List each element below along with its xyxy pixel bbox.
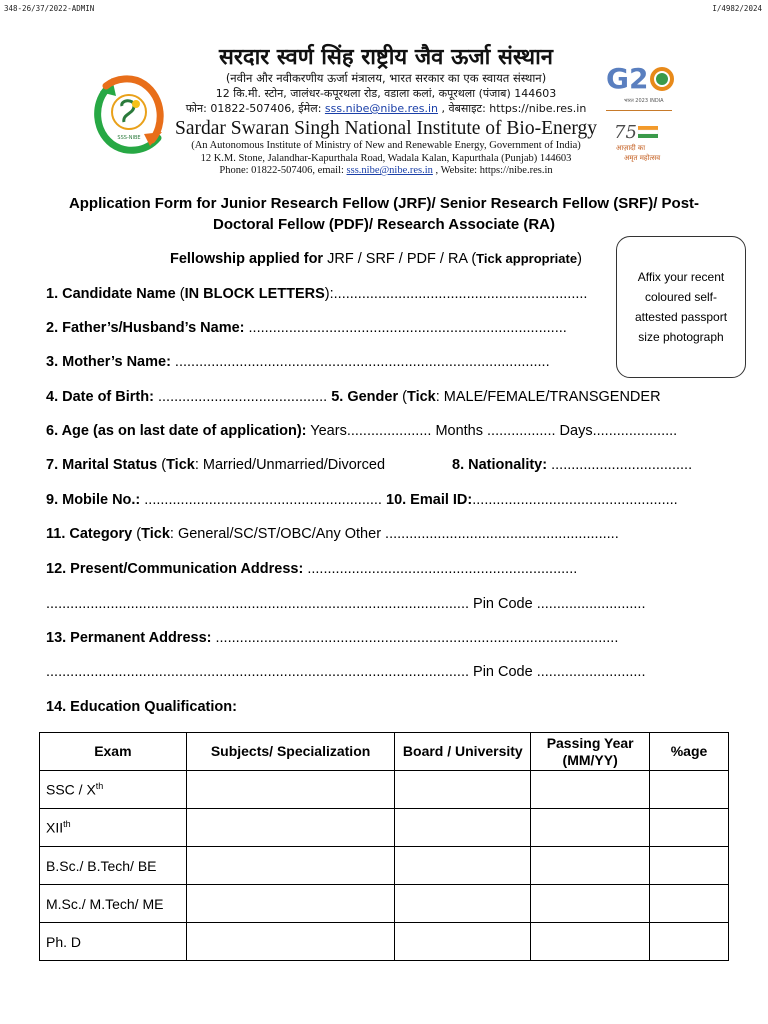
marital-nationality-row: 7. Marital Status (Tick: Married/Unmarried/Divorced xyxy=(46,457,386,473)
passing-year-cell[interactable] xyxy=(531,885,650,923)
hindi-address: 12 कि.मी. स्टोन, जालंधर-कपूरथला रोड, वडाला कलां, कपूरथला (पंजाब) 144603 xyxy=(215,87,557,100)
board-cell[interactable] xyxy=(395,885,531,923)
pin-code-label: Pin Code xyxy=(469,596,533,612)
candidate-name-field[interactable]: 1. Candidate Name (IN BLOCK LETTERS):............................................................... xyxy=(46,286,588,302)
percentage-cell[interactable] xyxy=(650,885,729,923)
category-row[interactable]: 11. Category (Tick: General/SC/ST/OBC/Any Other .......................................................... xyxy=(46,526,619,542)
fellowship-options[interactable]: JRF / SRF / PDF / RA ( xyxy=(323,251,477,267)
table-row xyxy=(40,885,729,923)
dob-label: 4. Date of Birth: xyxy=(46,389,154,405)
dob-field[interactable]: .......................................... xyxy=(153,389,328,405)
institute-header xyxy=(168,44,604,178)
column-header: Subjects/ Specialization xyxy=(186,733,395,771)
column-header: Exam xyxy=(40,733,187,771)
english-title: Sardar Swaran Singh National Institute of Bio-Energy xyxy=(174,118,598,139)
hindi-subtitle: (नवीन और नवीकरणीय ऊर्जा मंत्रालय, भारत सरकार का एक स्वायत संस्थान) xyxy=(225,71,547,85)
marital-status-label: 7. Marital Status xyxy=(46,457,158,473)
svg-text:G2: G2 xyxy=(606,62,649,95)
english-address: 12 K.M. Stone, Jalandhar-Kapurthala Road, Wadala Kalan, Kapurthala (Punjab) 144603 xyxy=(200,152,572,164)
age-row[interactable]: 6. Age (as on last date of application): Years..................... Months ................. Days..................... xyxy=(46,423,678,439)
board-cell[interactable] xyxy=(395,847,531,885)
exam-cell: Ph. D xyxy=(40,923,187,961)
passing-year-cell[interactable] xyxy=(531,923,650,961)
exam-cell: B.Sc./ B.Tech/ BE xyxy=(40,847,187,885)
email-label: 10. Email ID: xyxy=(386,492,473,508)
svg-text:भारत 2023 INDIA: भारत 2023 INDIA xyxy=(624,98,664,104)
passing-year-cell[interactable] xyxy=(531,847,650,885)
document-number: I/4982/2024 xyxy=(712,4,762,13)
subjects-cell[interactable] xyxy=(186,809,395,847)
english-email-link[interactable]: sss.nibe@nibe.res.in xyxy=(346,165,433,176)
table-header-row xyxy=(40,733,729,771)
table-row xyxy=(40,847,729,885)
percentage-cell[interactable] xyxy=(650,771,729,809)
education-table xyxy=(39,732,729,961)
percentage-cell[interactable] xyxy=(650,847,729,885)
gender-label: 5. Gender xyxy=(331,389,399,405)
english-subtitle: (An Autonomous Institute of Ministry of New and Renewable Energy, Government of India) xyxy=(191,140,581,151)
table-row xyxy=(40,771,729,809)
table-row xyxy=(40,809,729,847)
exam-cell: SSC / Xth xyxy=(40,771,187,809)
board-cell[interactable] xyxy=(395,923,531,961)
hindi-contact: फोन: 01822-507406, ईमेल: sss.nibe@nibe.res.in , वेबसाइट: https://nibe.res.in xyxy=(185,102,587,115)
institute-logo xyxy=(92,70,166,158)
svg-text:SSS-NIBE: SSS-NIBE xyxy=(117,135,141,141)
dob-gender-row: 4. Date of Birth: .......................................... 5. Gender (Tick: MALE/FEMALE/TRANSGENDER xyxy=(46,389,661,405)
exam-cell: XIIth xyxy=(40,809,187,847)
mobile-email-row xyxy=(46,490,678,510)
azadi-ka-amrit-mahotsav-logo xyxy=(612,118,674,164)
board-cell[interactable] xyxy=(395,771,531,809)
gender-options[interactable]: : MALE/FEMALE/TRANSGENDER xyxy=(435,389,661,405)
column-header: Board / University xyxy=(395,733,531,771)
hindi-email-link[interactable]: sss.nibe@nibe.res.in xyxy=(324,102,438,115)
subjects-cell[interactable] xyxy=(186,885,395,923)
education-qualification-heading: 14. Education Qualification: xyxy=(46,699,237,715)
nationality-field[interactable]: 8. Nationality: ................................... xyxy=(452,457,693,473)
subjects-cell[interactable] xyxy=(186,847,395,885)
mobile-label: 9. Mobile No.: xyxy=(46,492,141,508)
hindi-title: सरदार स्वर्ण सिंह राष्ट्रीय जैव ऊर्जा संस्थान xyxy=(219,44,553,70)
column-header: %age xyxy=(650,733,729,771)
percentage-cell[interactable] xyxy=(650,923,729,961)
passing-year-cell[interactable] xyxy=(531,809,650,847)
pin-code-label: Pin Code xyxy=(469,664,533,680)
g20-logo xyxy=(604,58,678,108)
present-address-line2[interactable]: ......................................................................................................... Pin Code ........................... xyxy=(46,596,646,612)
form-title: Application Form for Junior Research Fellow (JRF)/ Senior Research Fellow (SRF)/ Post- Doctoral Fellow (PDF)/ Research Associate (RA) xyxy=(68,195,700,233)
permanent-address-line2[interactable]: ......................................................................................................... Pin Code ........................... xyxy=(46,664,646,680)
fellowship-applied-for: Fellowship applied for JRF / SRF / PDF / RA (Tick appropriate) xyxy=(170,251,582,267)
exam-cell: M.Sc./ M.Tech/ ME xyxy=(40,885,187,923)
svg-text:अमृत महोत्सव: अमृत महोत्सव xyxy=(624,154,661,162)
mother-name-field[interactable]: 3. Mother’s Name: ............................................................................................. xyxy=(46,354,550,370)
subjects-cell[interactable] xyxy=(186,923,395,961)
svg-text:75: 75 xyxy=(614,122,637,143)
logo-divider xyxy=(606,110,672,111)
percentage-cell[interactable] xyxy=(650,809,729,847)
reference-number: 348-26/37/2022-ADMIN xyxy=(4,4,95,13)
present-address-field[interactable]: 12. Present/Communication Address: ................................................................... xyxy=(46,561,578,577)
permanent-address-field[interactable]: 13. Permanent Address: .................................................................................................... xyxy=(46,630,619,646)
marital-status-options[interactable]: : Married/Unmarried/Divorced xyxy=(194,457,386,473)
column-header: Passing Year (MM/YY) xyxy=(531,733,650,771)
email-field[interactable]: ................................................... xyxy=(472,492,678,508)
mobile-field[interactable]: ........................................................... xyxy=(140,492,382,508)
table-row xyxy=(40,923,729,961)
english-contact: Phone: 01822-507406, email: sss.nibe@nibe.res.in , Website: https://nibe.res.in xyxy=(219,165,553,176)
passing-year-cell[interactable] xyxy=(531,771,650,809)
subjects-cell[interactable] xyxy=(186,771,395,809)
photo-placeholder: Affix your recent coloured self-attested passport size photograph xyxy=(616,236,746,378)
father-husband-name-field[interactable]: 2. Father’s/Husband’s Name: ............................................................................... xyxy=(46,320,567,336)
board-cell[interactable] xyxy=(395,809,531,847)
svg-text:आज़ादी का: आज़ादी का xyxy=(616,144,646,152)
